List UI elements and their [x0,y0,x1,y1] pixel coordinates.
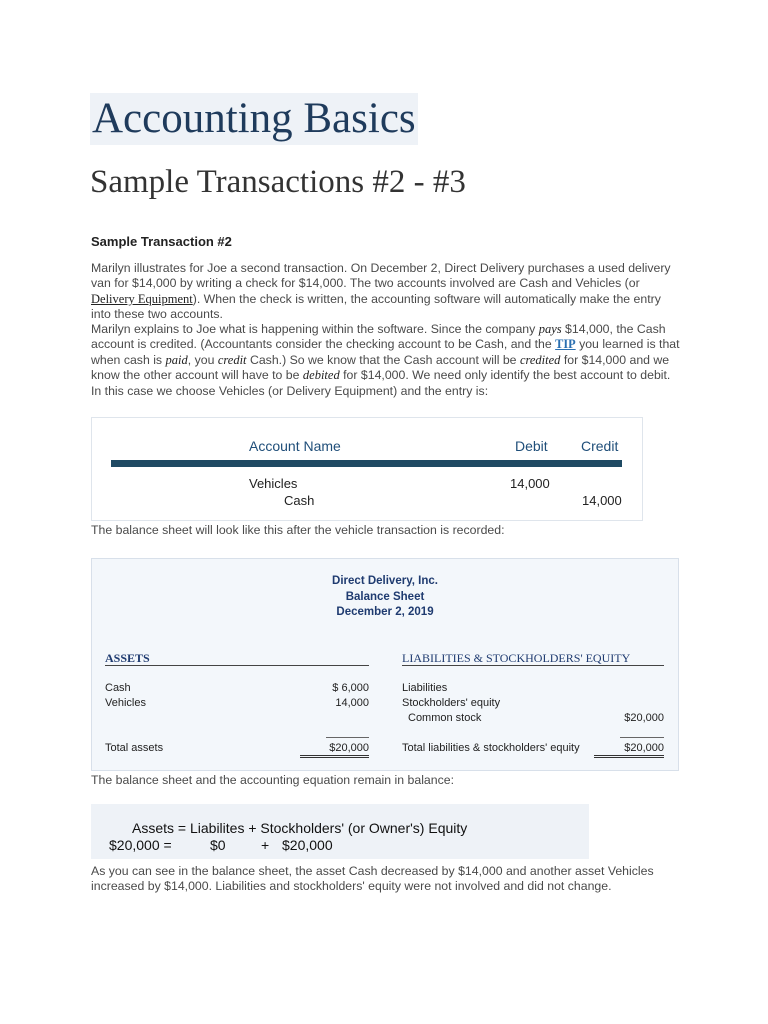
equation-line-1: Assets = Liabilites + Stockholders' (or Owner's) Equity [132,820,468,836]
paragraph-1-text-b: ). When the check is written, the accounting software will automatically make the entry into these two accounts. [91,291,661,322]
paragraph-1-text-a: Marilyn illustrates for Joe a second transaction. On December 2, Direct Delivery purchases a used delivery van for $14,000 by writing a check for $14,000. The two accounts involved are Cash and Vehicles (or [91,261,671,291]
delivery-equipment-link[interactable]: Delivery Equipment [91,291,193,306]
common-stock-value: $20,000 [624,712,664,724]
balance-sheet-date: December 2, 2019 [336,606,434,618]
section-heading: Sample Transaction #2 [91,234,232,249]
paragraph-2-text-d: , you [187,352,218,367]
paragraph-2-text-b: $14,000, the Cash account is credited. (Accountants consider the checking account to be Cash, and the [91,322,666,352]
total-liabilities-value: $20,000 [594,742,664,758]
equation-equity-value: $20,000 [282,837,333,853]
credit-term: credit [217,352,247,367]
total-assets-label: Total assets [105,742,164,754]
journal-header-bar [111,460,622,467]
page-title: Accounting Basics [90,93,418,145]
assets-heading-rule [105,665,369,666]
journal-row-2-account: Cash [284,493,315,508]
paragraph-2-text-g: for $14,000. We need only identify the best account to debit. In this case we choose Vehicles (or Delivery Equipment) and the entry is: [91,368,671,398]
paid-term: paid [165,352,188,367]
total-assets-rule [326,737,369,738]
paragraph-2-text-a: Marilyn explains to Joe what is happening within the software. Since the company [91,322,539,336]
total-assets-value: $20,000 [300,742,369,758]
journal-row-1-account: Vehicles [249,476,298,491]
tip-link[interactable]: TIP [555,337,576,352]
debited-term: debited [302,368,340,383]
liabilities-heading: LIABILITIES & STOCKHOLDERS' EQUITY [402,651,631,665]
liabilities-label: Liabilities [402,682,448,694]
journal-entry-box [91,417,643,521]
paragraph-2-text-f: for $14,000 and we know the other account will have to be [91,352,670,383]
journal-row-1-debit: 14,000 [510,476,550,491]
journal-row-2-credit: 14,000 [582,493,622,508]
equation-plus: + [261,837,270,853]
paragraph-4: The balance sheet and the accounting equation remain in balance: [91,773,455,787]
stockholders-equity-label: Stockholders' equity [402,697,501,709]
common-stock-label: Common stock [408,712,482,724]
balance-sheet-company: Direct Delivery, Inc. [332,575,438,587]
paragraph-5: As you can see in the balance sheet, the asset Cash decreased by $14,000 and another asset Vehicles increased by $14,000. Liabilities and stockholders' equity were not involved and did not change. [91,864,654,894]
pays-term: pays [538,322,562,336]
total-liabilities-label: Total liabilities & stockholders' equity [402,742,580,754]
liabilities-heading-rule [402,665,664,666]
paragraph-2 [91,322,681,399]
journal-header-debit: Debit [515,438,548,454]
balance-sheet-name: Balance Sheet [345,591,425,603]
asset-cash-label: Cash [105,682,131,694]
assets-heading: ASSETS [105,651,150,665]
page-subtitle: Sample Transactions #2 - #3 [90,164,466,200]
equation-assets-value: $20,000 = [109,837,172,853]
paragraph-2-text-c: you learned is that when cash is [91,337,680,367]
equation-liabilities-value: $0 [210,837,226,853]
total-liabilities-rule [620,737,664,738]
paragraph-3: The balance sheet will look like this after the vehicle transaction is recorded: [91,523,505,537]
asset-cash-value: $ 6,000 [332,682,369,694]
paragraph-2-text-e: Cash.) So we know that the Cash account will be [246,352,520,367]
paragraph-1 [91,261,681,323]
asset-vehicles-value: 14,000 [335,697,369,709]
credited-term: credited [519,352,561,367]
journal-header-account: Account Name [249,438,341,454]
journal-header-credit: Credit [581,438,619,454]
asset-vehicles-label: Vehicles [105,697,146,709]
